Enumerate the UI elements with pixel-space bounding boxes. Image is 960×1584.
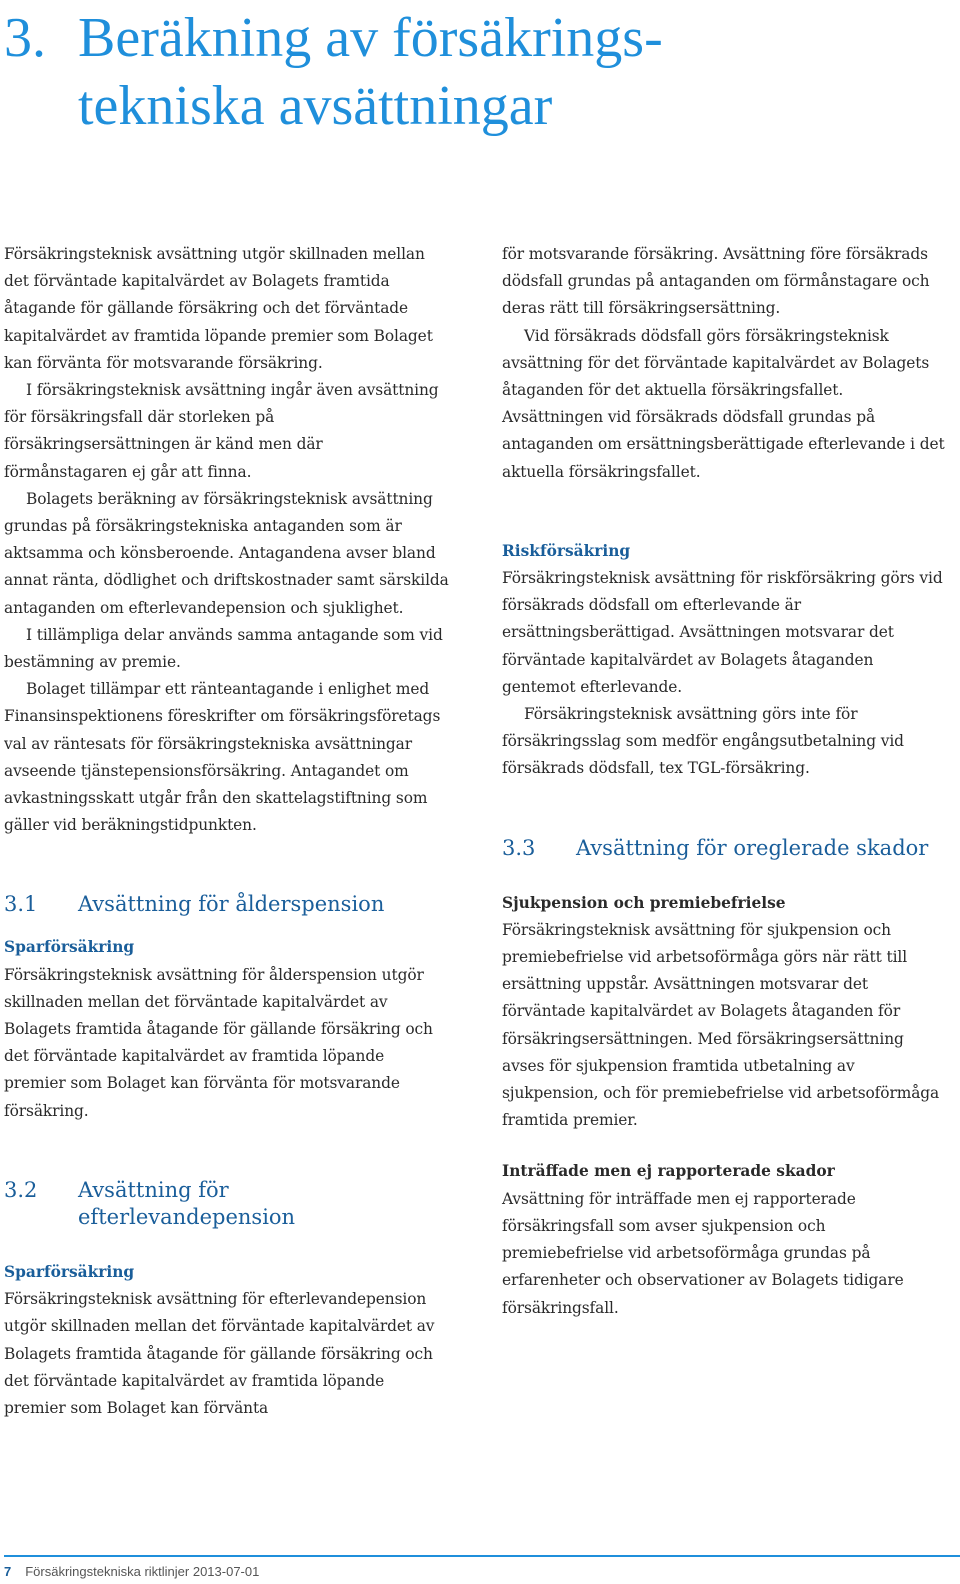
section-number: 3.1 [4,892,38,917]
subheading-sparforsakring: Sparförsäkring [4,938,135,957]
page-number: 7 [4,1564,12,1579]
title-line-1: Beräkning av försäkrings- [78,7,663,69]
subheading-riskforsakring: Riskförsäkring [502,541,631,560]
intro-paragraph-2: I försäkringsteknisk avsättning ingår även avsättning för försäkringsfall där storleken på försäkringsersättningen är känd men där förmånstagaren ej går att finna. [4,381,439,481]
title-line-2: tekniska avsättningar [78,75,553,137]
risk-paragraph-1: Försäkringsteknisk avsättning för riskförsäkring görs vid försäkrads dödsfall om efterlevande är ersättningsberättigad. Avsättningen motsvarar det förväntade kapitalvärdet av Bolagets åtaganden gentemot efterlevande. [502,569,943,696]
intro-paragraph-3: Bolagets beräkning av försäkringsteknisk avsättning grundas på försäkringstekniska antaganden som är aktsamma och könsberoende. Antagandena avser bland annat ränta, dödlighet och driftskostnader samt särskilda antaganden om efterlevandepension och sjuklighet. [4,489,449,617]
section-3-2-heading [4,1177,450,1231]
page-title [4,4,944,140]
section-title: Avsättning för oreglerade skador [576,835,929,860]
right-paragraph-1: för motsvarande försäkring. Avsättning före försäkrads dödsfall grundas på antaganden om förmånstagare och deras rätt till försäkringsersättning. [502,245,930,318]
intro-paragraph-5: Bolaget tillämpar ett ränteantagande i enlighet med Finansinspektionens föreskrifter om försäkringsföretags val av räntesats för försäkringstekniska avsättningar avseende tjänstepensionsförsäkring. Antagandet om avkastningsskatt utgår från den skattelagstiftning som gäller vid beräkningstidpunkten. [4,680,441,835]
risk-paragraph-2: Försäkringsteknisk avsättning görs inte för försäkringsslag som medför engångsutbetalning vid försäkrads dödsfall, tex TGL-försäkring. [502,705,904,778]
page-footer [4,1564,259,1579]
section-3-3-heading [502,835,948,862]
subheading-sjukpension: Sjukpension och premiebefrielse [502,893,786,912]
sjukpension-text: Försäkringsteknisk avsättning för sjukpension och premiebefrielse vid arbetsoförmåga görs när rätt till ersättning uppstår. Avsättningen motsvarar det förväntade kapitalvärdet av Bolagets åtaganden för försäkringsersättningen. Med försäkringsersättning avses för sjukpension framtida utbetalning av sjukpension, och för premiebefrielse vid arbetsoförmåga framtida premier. [502,920,940,1130]
section-title: Avsättning för ålderspension [78,892,385,917]
footer-divider [4,1555,960,1557]
footer-text: Försäkringstekniska riktlinjer 2013-07-01 [25,1564,260,1579]
ibnr-text: Avsättning för inträffade men ej rapporterade försäkringsfall som avser sjukpension och premiebefrielse vid arbetsoförmåga grundas på erfarenheter och observationer av Bolagets tidigare försäkringsfall. [502,1189,904,1317]
section-title: Avsättning för efterlevandepension [78,1177,296,1229]
intro-paragraph-4: I tillämpliga delar används samma antagande som vid bestämning av premie. [4,625,443,672]
left-column [4,241,450,1422]
section-3-1-heading [4,891,450,918]
section-number: 3.3 [502,835,536,860]
section-3-1-text: Försäkringsteknisk avsättning för ålderspension utgör skillnaden mellan det förväntade kapitalvärdet av Bolagets framtida åtagande för gällande försäkring och det förväntade kapitalvärdet av framtida löpande premier som Bolaget kan förvänta för motsvarande försäkring. [4,965,433,1120]
subheading-sparforsakring: Sparförsäkring [4,1262,135,1281]
subheading-ibnr: Inträffade men ej rapporterade skador [502,1162,835,1181]
chapter-number: 3. [4,7,46,69]
section-number: 3.2 [4,1177,38,1202]
right-paragraph-2: Vid försäkrads dödsfall görs försäkringsteknisk avsättning för det förväntade kapitalvärdet av Bolagets åtaganden för det aktuella försäkringsfallet. Avsättningen vid försäkrads dödsfall grundas på antaganden om ersättningsberättigade efterlevande i det aktuella försäkringsfallet. [502,326,945,481]
right-column [502,241,948,1322]
intro-paragraph-1: Försäkringsteknisk avsättning utgör skillnaden mellan det förväntade kapitalvärdet av Bolagets framtida åtagande för gällande försäkring och det förväntade kapitalvärdet av framtida löpande premier som Bolaget kan förvänta för motsvarande försäkring. [4,245,433,372]
section-3-2-text: Försäkringsteknisk avsättning för efterlevandepension utgör skillnaden mellan det förväntade kapitalvärdet av Bolagets framtida åtagande för gällande försäkring och det förväntade kapitalvärdet av framtida löpande premier som Bolaget kan förvänta [4,1290,435,1417]
